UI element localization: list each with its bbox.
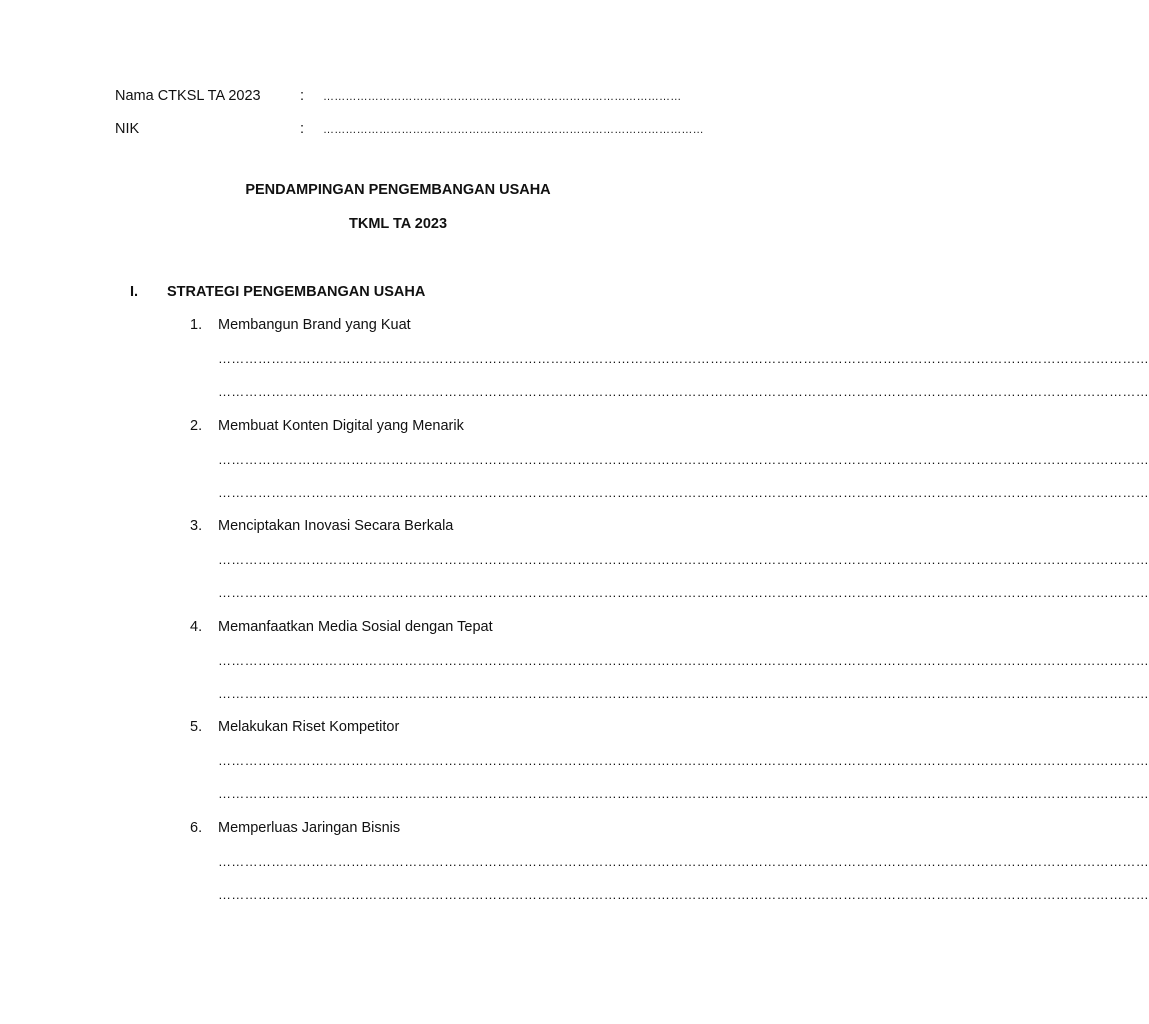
item-number: 2. (190, 418, 203, 434)
list-item (190, 820, 1149, 920)
answer-line: ………………………………………………………………………………………………………………………………………………………………………………………… (218, 485, 1149, 500)
item-number: 6. (190, 820, 203, 836)
nama-colon: : (300, 88, 305, 104)
answer-line: ………………………………………………………………………………………………………………………………………………………………………………………… (218, 786, 1149, 801)
section-number: I. (130, 284, 139, 300)
nik-colon: : (300, 121, 305, 137)
item-label: Memperluas Jaringan Bisnis (218, 820, 401, 836)
answer-line: ………………………………………………………………………………………………………………………………………………………………………………………… (218, 653, 1149, 668)
answer-line: ………………………………………………………………………………………………………………………………………………………………………………………… (218, 887, 1149, 902)
nama-label: Nama CTKSL TA 2023 (115, 88, 261, 104)
nik-field: ………………………………………………………………………………………… (323, 124, 704, 136)
answer-line: ………………………………………………………………………………………………………………………………………………………………………………………… (218, 552, 1149, 567)
list-item (190, 619, 1149, 719)
item-number: 1. (190, 317, 203, 333)
item-label: Membuat Konten Digital yang Menarik (218, 418, 464, 434)
list-item (190, 719, 1149, 819)
nama-field: …………………………………………………………………………………… (323, 91, 682, 103)
answer-line: ………………………………………………………………………………………………………………………………………………………………………………………… (218, 854, 1149, 869)
answer-line: ………………………………………………………………………………………………………………………………………………………………………………………… (218, 384, 1149, 399)
document-subtitle: TKML TA 2023 (348, 216, 448, 232)
item-label: Melakukan Riset Kompetitor (218, 719, 400, 735)
list-item (190, 317, 1149, 417)
list-item (190, 418, 1149, 518)
item-number: 4. (190, 619, 203, 635)
document-title: PENDAMPINGAN PENGEMBANGAN USAHA (245, 182, 551, 198)
answer-line: ………………………………………………………………………………………………………………………………………………………………………………………… (218, 351, 1149, 366)
item-number: 3. (190, 518, 203, 534)
item-label: Membangun Brand yang Kuat (218, 317, 411, 333)
nik-label: NIK (115, 121, 140, 137)
answer-line: ………………………………………………………………………………………………………………………………………………………………………………………… (218, 753, 1149, 768)
section-title: STRATEGI PENGEMBANGAN USAHA (167, 284, 426, 300)
list-item (190, 518, 1149, 618)
item-label: Menciptakan Inovasi Secara Berkala (218, 518, 454, 534)
answer-line: ………………………………………………………………………………………………………………………………………………………………………………………… (218, 452, 1149, 467)
item-label: Memanfaatkan Media Sosial dengan Tepat (218, 619, 493, 635)
answer-line: ………………………………………………………………………………………………………………………………………………………………………………………… (218, 686, 1149, 701)
answer-line: ………………………………………………………………………………………………………………………………………………………………………………………… (218, 585, 1149, 600)
item-number: 5. (190, 719, 203, 735)
